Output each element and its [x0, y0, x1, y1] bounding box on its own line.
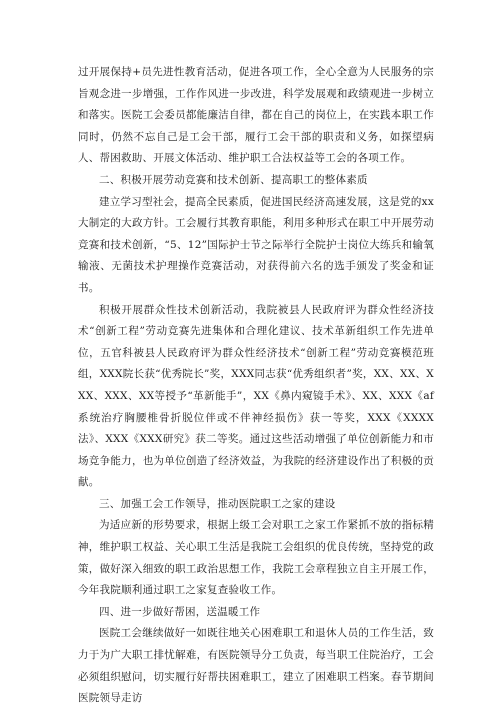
paragraph-learning-society: 建立学习型社会，提高全民素质，促进国民经济高速发展，这是党的xx大制定的大政方针。工会履行其教育职能，利用多种形式在职工中开展劳动竞赛和技术创新，“5、12”国际护士节之际举行全院护士岗位大练兵和输氧输液、无菌技术护理操作竞赛活动，对获得前六名的选手颁发了奖金和证书。 — [78, 195, 434, 294]
paragraph-workers-home: 为适应新的形势要求，根据上级工会对职工之家工作紧抓不放的指标精神，维护职工权益、关心职工生活是我院工会组织的优良传统，坚持党的政策，做好深入细致的职工政治思想工作，我院工会章程独立自主开展工作，今年我院顺利通过职工之家复查验收工作。 — [78, 519, 434, 597]
paragraph-hardship-assistance: 医院工会继续做好一如既往地关心困难职工和退休人员的工作生活，致力于为广大职工排忧解难，有医院领导分工负责，每当职工住院治疗，工会必须组织慰问，切实履行好帮扶困难职工，建立了困难职工档案。春节期间医院领导走访 — [78, 627, 434, 705]
paragraph-technical-innovation: 积极开展群众性技术创新活动，我院被县人民政府评为群众性经济技术“创新工程”劳动竞赛先进集体和合理化建议、技术革新组织工作先进单位，五官科被县人民政府评为群众性经济技术“创新工程”劳动竞赛模范班组，XXX院长获“优秀院长”奖，XXX同志获“优秀组织者”奖，XX、XX、XXX、XXX、XX等授予“革新能手”，XX《鼻内窥镜手术》、XX、XXX《af系统治疗胸腰椎骨折脱位伴或不伴神经损伤》获一等奖，XXX《XXXX法》、XXX《XXX研究》获二等奖。通过这些活动增强了单位创新能力和市场竞争能力，也为单位创造了经济效益，为我院的经济建设作出了积极的贡献。 — [78, 303, 434, 489]
section-heading-workers-home: 三、加强工会工作领导，推动医院职工之家的建设 — [99, 497, 336, 510]
paragraph-union-self-discipline: 过开展保持+员先进性教育活动，促进各项工作，全心全意为人民服务的宗旨观念进一步增强，工作作风进一步改进，科学发展观和政绩观进一步树立和落实。医院工会委员都能廉洁自律，都在自己的岗位上，在实践本职工作同时，仍然不忘自己是工会干部，履行工会干部的职责和义务，如探望病人、帮困救助、开展文体活动、维护职工合法权益等工会的各项工作。 — [78, 66, 434, 165]
section-heading-labor-competition: 二、积极开展劳动竞赛和技术创新、提高职工的整体素质 — [99, 173, 368, 186]
section-heading-hardship-assistance: 四、进一步做好帮困，送温暖工作 — [99, 605, 261, 618]
